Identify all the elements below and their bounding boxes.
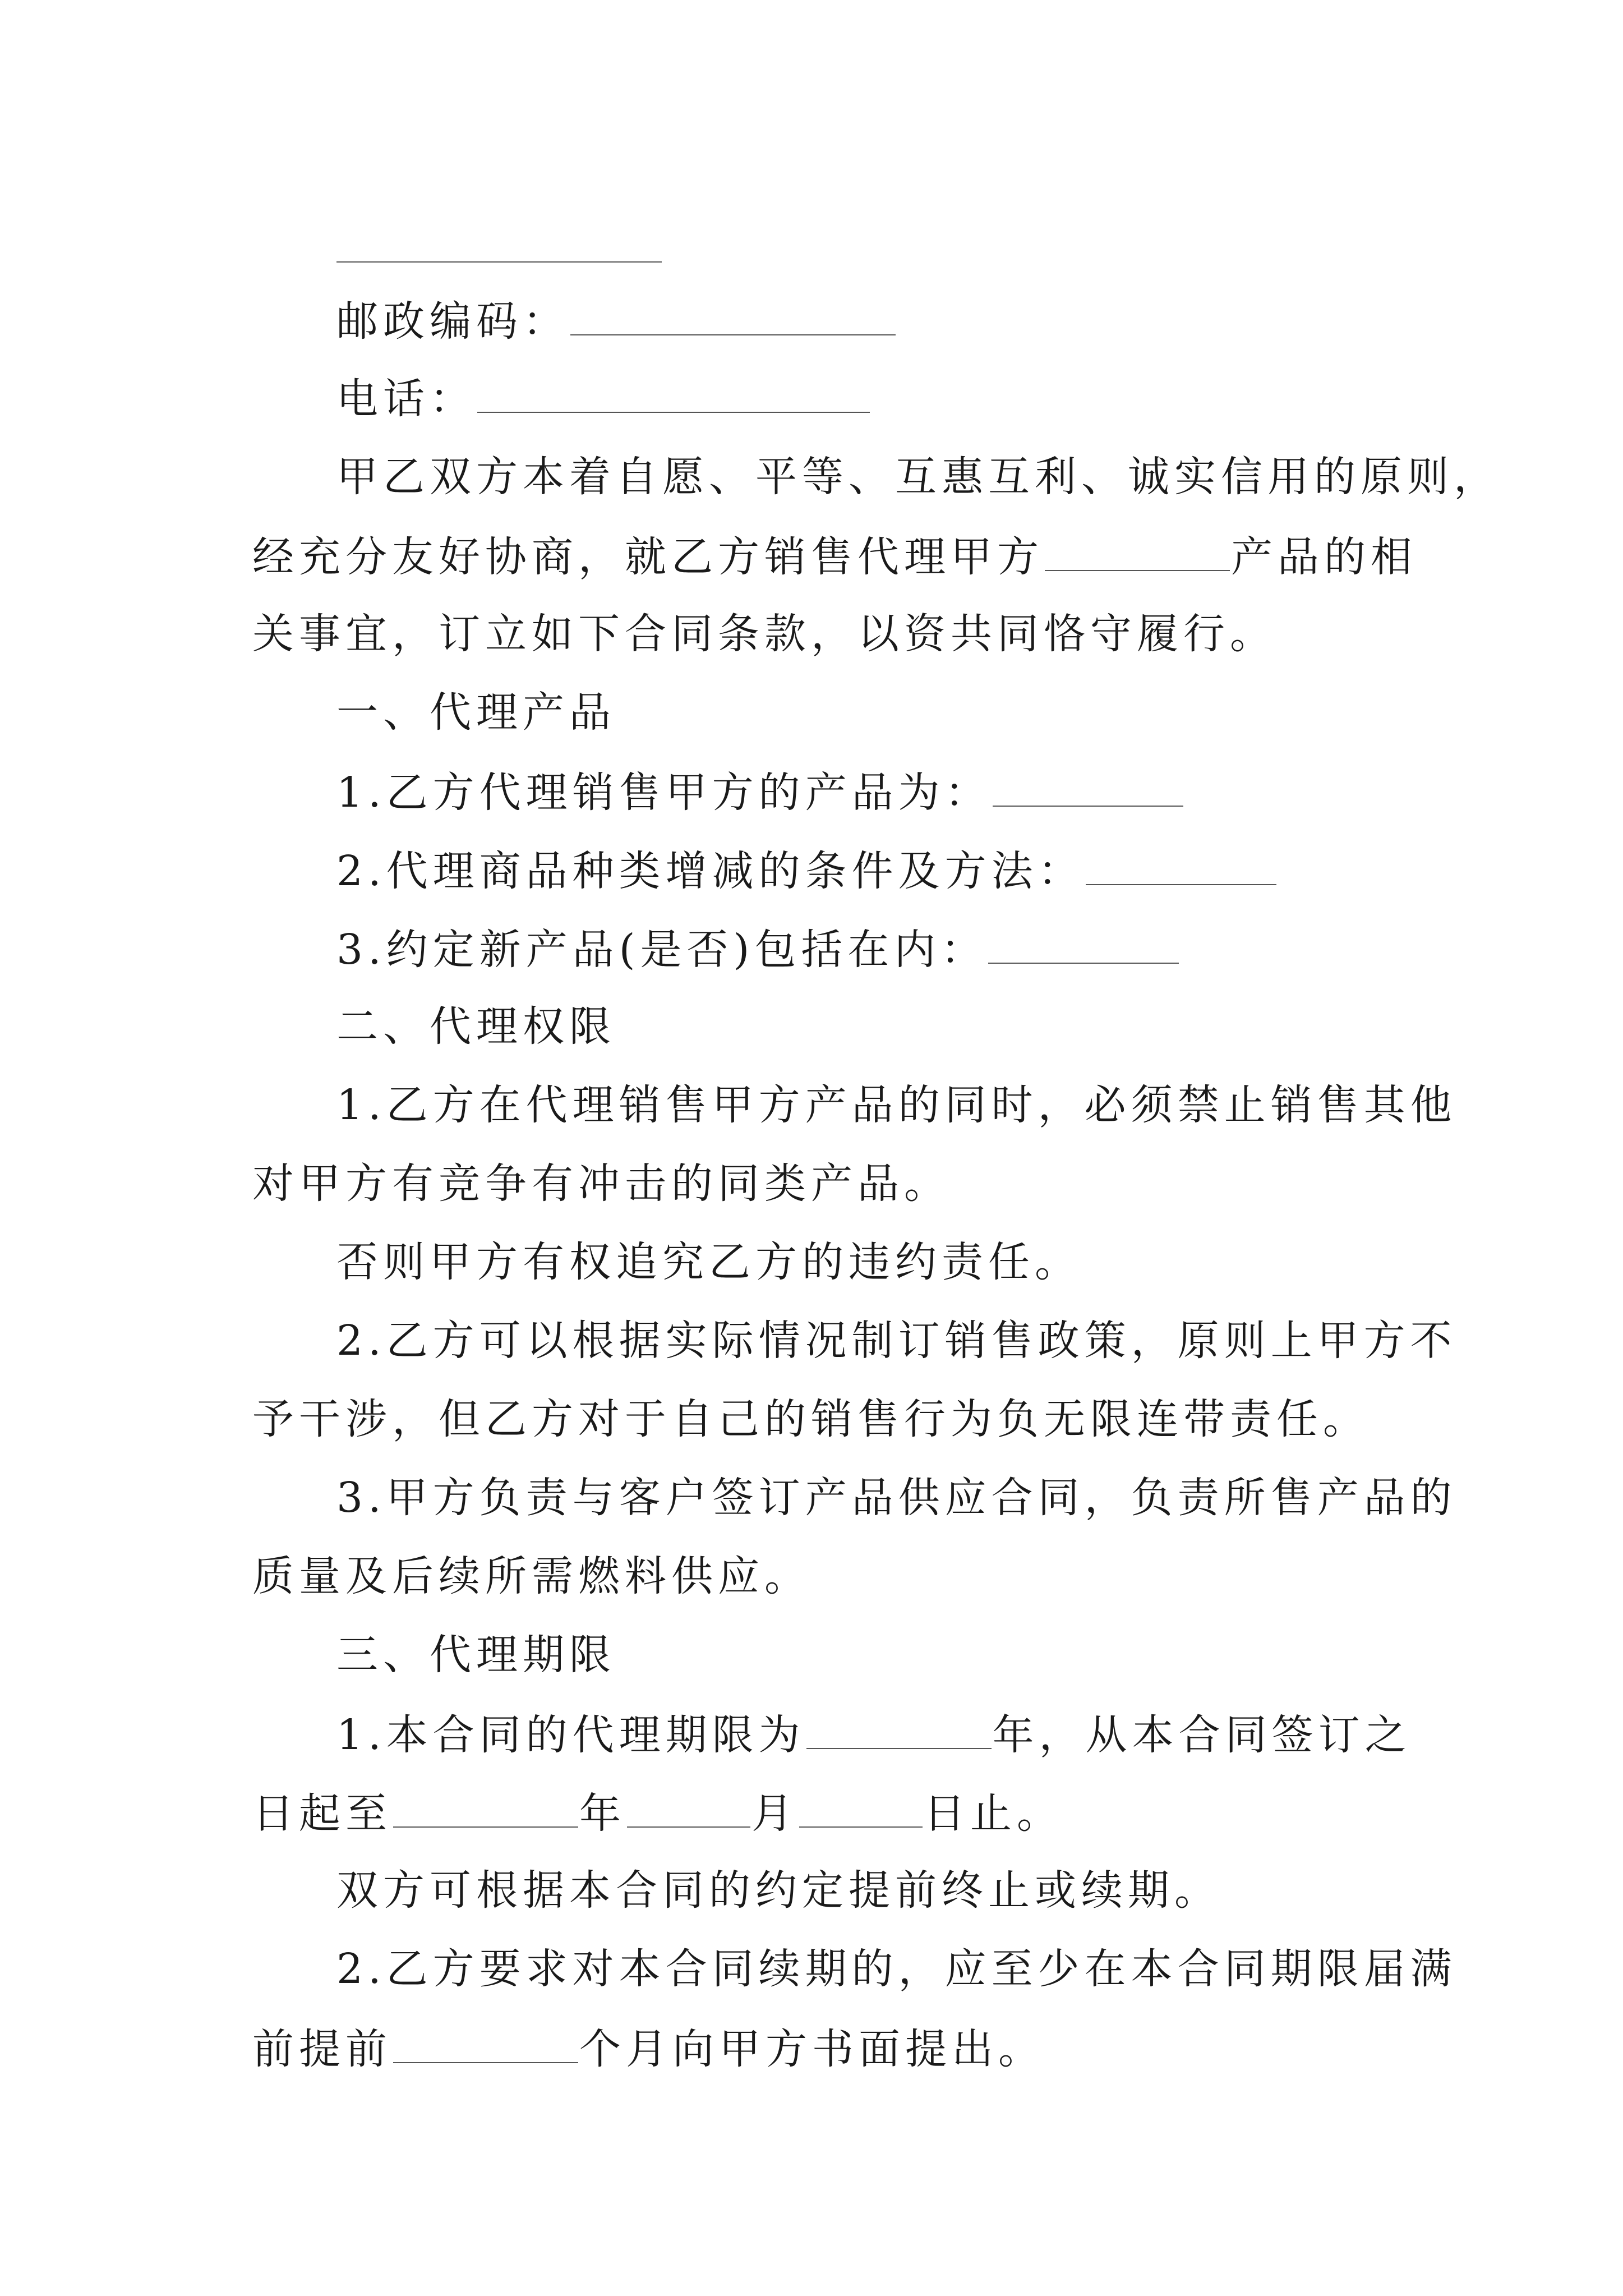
end-month-blank (627, 1784, 750, 1828)
section-3-heading: 三、代理期限 (336, 1631, 616, 1679)
intro-line-1: 甲乙双方本着自愿、平等、互惠互利、诚实信用的原则， (336, 453, 1500, 501)
section-1-item-2: 2.代理商品种类增减的条件及方法： (336, 841, 1278, 898)
conditions-blank (1086, 841, 1276, 885)
product-blank (1045, 527, 1230, 571)
section-1-heading: 一、代理产品 (336, 688, 616, 737)
section-2-item-1-line-1: 1.乙方在代理销售甲方产品的同时，必须禁止销售其他 (336, 1081, 1457, 1129)
section-3-item-2-line-2: 前提前 个月向甲方书面提出。 (252, 2019, 1045, 2076)
postcode-label: 邮政编码： (336, 297, 569, 346)
section-2-heading: 二、代理权限 (336, 1002, 616, 1051)
section-2-item-3-line-2: 质量及后续所需燃料供应。 (252, 1552, 811, 1600)
product-name-blank (993, 763, 1183, 807)
phone-label: 电话： (336, 375, 476, 423)
postcode-line (336, 292, 897, 348)
section-3-item-1-line-1: 1.本合同的代理期限为 年，从本合同签订之 (336, 1705, 1412, 1761)
section-1-item-3: 3.约定新产品(是否)包括在内： (336, 920, 1180, 976)
term-years-blank (806, 1705, 992, 1749)
blank-line-top (336, 261, 662, 263)
section-2-item-1-note: 否则甲方有权追究乙方的违约责任。 (336, 1238, 1081, 1286)
section-2-item-3-line-1: 3.甲方负责与客户签订产品供应合同，负责所售产品的 (336, 1474, 1457, 1522)
intro-line-2: 经充分友好协商，就乙方销售代理甲方 产品的相 (252, 527, 1417, 583)
new-product-blank (988, 920, 1179, 964)
phone-line (336, 369, 871, 425)
section-2-item-2-line-1: 2.乙方可以根据实际情况制订销售政策，原则上甲方不 (336, 1317, 1457, 1365)
end-day-blank (799, 1784, 923, 1828)
postcode-blank (570, 292, 896, 335)
section-1-item-1: 1.乙方代理销售甲方的产品为： (336, 763, 1184, 819)
notice-months-blank (393, 2019, 578, 2063)
section-3-item-1-line-2: 日起至 年 月 日止。 (252, 1784, 1063, 1840)
intro-line-3: 关事宜，订立如下合同条款，以资共同恪守履行。 (252, 610, 1276, 658)
section-3-item-2-line-1: 2.乙方要求对本合同续期的，应至少在本合同期限届满 (336, 1945, 1457, 1993)
section-2-item-2-line-2: 予干涉，但乙方对于自己的销售行为负无限连带责任。 (252, 1395, 1370, 1443)
section-3-item-1-note: 双方可根据本合同的约定提前终止或续期。 (336, 1866, 1221, 1915)
phone-blank (477, 369, 870, 413)
end-year-blank (393, 1784, 578, 1828)
section-2-item-1-line-2: 对甲方有竞争有冲击的同类产品。 (252, 1159, 951, 1208)
